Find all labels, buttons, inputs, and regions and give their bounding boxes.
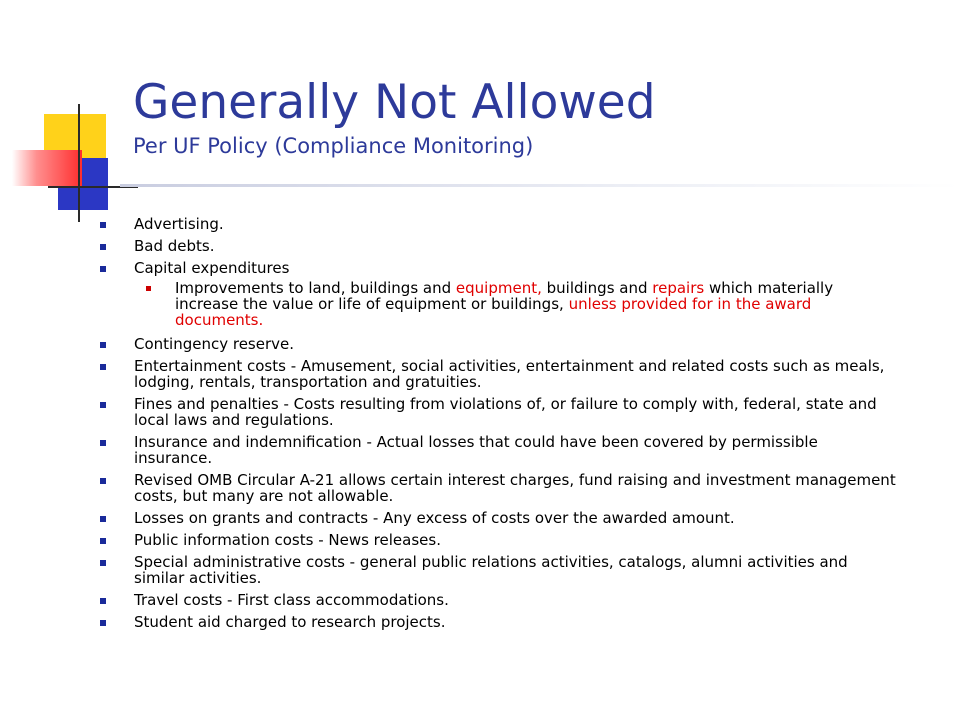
sub-highlight-equipment: equipment, [455, 279, 542, 297]
sub-highlight-award: unless provided for in the award documents. [175, 295, 812, 329]
bullet-contingency: Contingency reserve. [100, 336, 900, 352]
bullet-advertising: Advertising. [100, 216, 900, 232]
sub-text-1: Improvements to land, buildings and [175, 279, 456, 297]
title-divider [120, 184, 960, 187]
slide-decoration [0, 0, 130, 230]
bullet-losses: Losses on grants and contracts - Any excess of costs over the awarded amount. [100, 510, 900, 526]
bullet-travel: Travel costs - First class accommodations. [100, 592, 900, 608]
bullet-bad-debts: Bad debts. [100, 238, 900, 254]
sub-text-3: which materially increase the value or life of equipment or buildings, [175, 279, 834, 313]
sub-highlight-repairs: repairs [652, 279, 705, 297]
bullet-fines: Fines and penalties - Costs resulting from violations of, or failure to comply with, federal, state and local laws and regulations. [100, 396, 900, 428]
bullet-list [100, 216, 900, 630]
bullet-special-admin: Special administrative costs - general public relations activities, catalogs, alumni activities and similar activities. [100, 554, 900, 586]
slide-title: Generally Not Allowed [133, 75, 656, 130]
bullet-student-aid: Student aid charged to research projects. [100, 614, 900, 630]
bullet-list-container [100, 216, 900, 636]
sub-text-2: buildings and [541, 279, 653, 297]
bullet-capital-expenditures [100, 260, 900, 328]
red-gradient-bar [12, 150, 82, 186]
bullet-entertainment: Entertainment costs - Amusement, social activities, entertainment and related costs such as meals, lodging, rentals, transportation and gratuities. [100, 358, 900, 390]
bullet-capital-label: Capital expenditures [134, 259, 290, 277]
capital-sub-list [134, 280, 900, 328]
bullet-insurance: Insurance and indemnification - Actual losses that could have been covered by permissible insurance. [100, 434, 900, 466]
bullet-omb-circular: Revised OMB Circular A-21 allows certain interest charges, fund raising and investment management costs, but many are not allowable. [100, 472, 900, 504]
vertical-line [78, 104, 80, 222]
slide-subtitle: Per UF Policy (Compliance Monitoring) [133, 134, 534, 158]
title-block [133, 74, 953, 158]
sub-bullet-improvements [134, 280, 900, 328]
bullet-public-info: Public information costs - News releases. [100, 532, 900, 548]
